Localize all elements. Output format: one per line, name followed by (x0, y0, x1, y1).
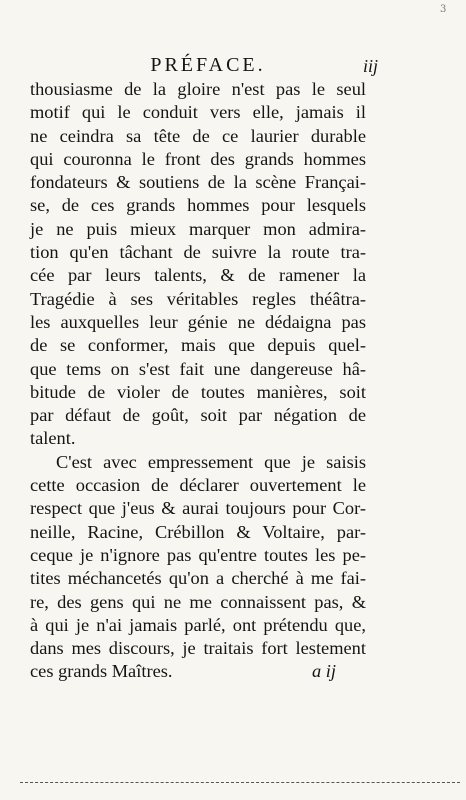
text-line: cée par leurs talents, & de ramener la (30, 265, 366, 286)
text-line: dans mes discours, je traitais fort lestement (30, 638, 366, 659)
text-line: tion qu'en tâchant de suivre la route tra- (30, 242, 366, 263)
text-line: que tems on s'est fait une dangereuse hâ- (30, 358, 366, 379)
text-line: Tragédie à ses véritables regles théâtra- (30, 288, 366, 309)
text-line: qui couronna le front des grands hommes (30, 148, 366, 169)
text-line: fondateurs & soutiens de la scène Françai- (30, 172, 366, 193)
page-number: iij (362, 56, 378, 76)
text-line: cette occasion de déclarer ouvertement le (30, 475, 366, 496)
text-line: neille, Racine, Crébillon & Voltaire, par- (30, 521, 366, 542)
text-line: les auxquelles leur génie ne dédaigna pas (30, 311, 366, 332)
text-line: C'est avec empressement que je saisis (56, 451, 366, 472)
text-line: de se conformer, mais que depuis quel- (30, 335, 366, 356)
text-line: par défaut de goût, soit par négation de (30, 405, 366, 426)
text-line: thousiasme de la gloire n'est pas le seul (30, 79, 366, 99)
bottom-divider (20, 780, 460, 783)
page-header (38, 54, 378, 78)
final-line-text: ces grands Maîtres. (30, 661, 173, 682)
text-line: tites méchancetés qu'on a cherché à me fai- (30, 568, 366, 589)
corner-mark: 3 (440, 4, 447, 15)
paragraph-1 (30, 78, 366, 451)
text-line: ceque je n'ignore pas qu'entre toutes les pe- (30, 544, 366, 565)
text-line: ne ceindra sa tête de ce laurier durable (30, 125, 366, 146)
text-line: se, de ces grands hommes pour lesquels (30, 195, 366, 216)
paragraph-2 (30, 451, 366, 684)
text-line: motif qui le conduit vers elle, jamais il (30, 102, 366, 123)
text-line: bitude de violer de toutes manières, soit (30, 381, 366, 402)
text-line: talent. (30, 428, 76, 449)
running-title: PRÉFACE. (150, 54, 266, 76)
final-line (30, 660, 366, 683)
text-line: je ne puis mieux marquer mon admira- (30, 218, 366, 239)
text-line: respect que j'eus & aurai toujours pour Cor- (30, 498, 366, 519)
signature-mark: a ij (311, 661, 336, 682)
text-line: à qui je n'ai jamais parlé, ont prétendu que, (30, 614, 366, 635)
text-line: re, des gens qui ne me connaissent pas, & (30, 591, 366, 612)
body-text (30, 78, 366, 684)
